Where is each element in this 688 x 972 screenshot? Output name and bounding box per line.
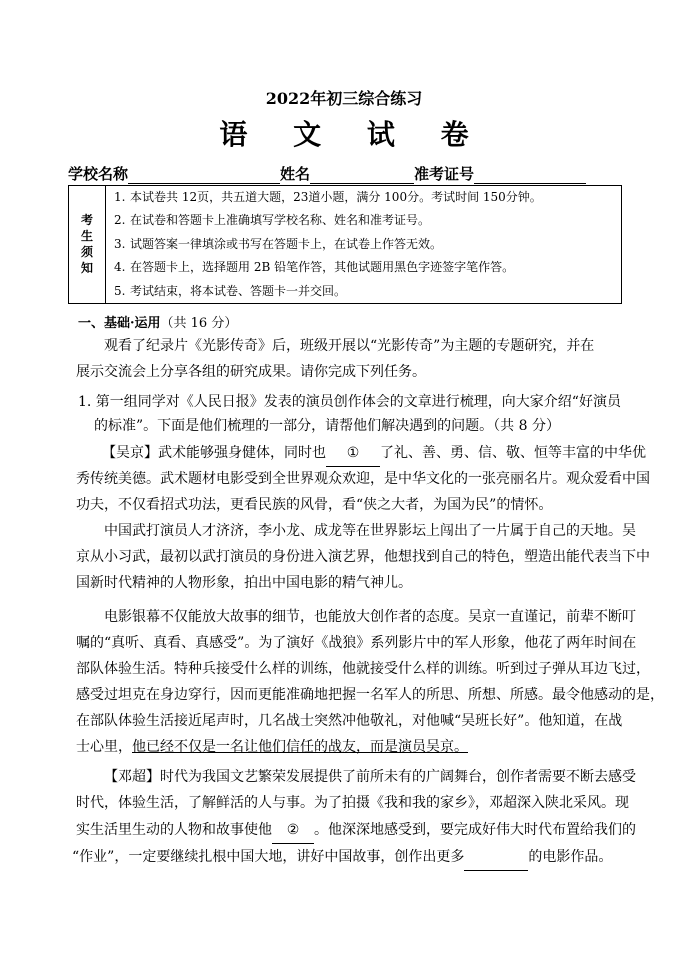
- notice-items: [106, 186, 622, 304]
- wujing-para-3-line-4: 感受过坦克在身边穿行，因而更能准确地把握一名军人的所思、所想、所感。最令他感动的是，: [76, 687, 664, 703]
- id-blank[interactable]: [474, 167, 586, 184]
- blank-2[interactable]: ②: [272, 817, 314, 844]
- wujing-para-3-line-5: 在部队体验生活接近尾声时，几名战士突然冲他敬礼，对他喊“吴班长好”。他知道，在战: [76, 713, 623, 729]
- wujing-para-2-line-2: 京从小习武，最初以武打演员的身份进入演艺界，他想找到自己的特色，塑造出能代表当下中: [76, 549, 650, 565]
- section-heading: 一、基础·运用（共 16 分）: [78, 316, 238, 331]
- student-info-line: [68, 163, 586, 184]
- notice-side-label: 考 生 须 知: [69, 186, 106, 304]
- underlined-sentence: 他已经不仅是一名让他们信任的战友，而是演员吴京。: [132, 739, 468, 755]
- intro-line-1: 观看了纪录片《光影传奇》后，班级开展以“光影传奇”为主题的专题研究，并在: [104, 338, 595, 354]
- blank-1[interactable]: ①: [326, 440, 380, 467]
- id-label: 准考证号: [414, 165, 475, 183]
- name-label: 姓名: [280, 165, 311, 183]
- wujing-para-3-line-6: 士心里，他已经不仅是一名让他们信任的战友，而是演员吴京。: [76, 739, 468, 755]
- wujing-para-3-line-1: 电影银幕不仅能放大故事的细节，也能放大创作者的态度。吴京一直谨记，前辈不断叮: [104, 609, 636, 625]
- dengchao-line-1: 【邓超】时代为我国文艺繁荣发展提供了前所未有的广阔舞台，创作者需要不断去感受: [104, 769, 636, 785]
- notice-item: 1. 本试卷共 12页，共五道大题，23道小题，满分 100分。考试时间 150分钟。: [114, 190, 542, 204]
- school-blank[interactable]: [128, 167, 280, 184]
- exam-title: 2022年初三综合练习: [265, 89, 423, 108]
- wujing-para-2-line-1: 中国武打演员人才济济，李小龙、成龙等在世界影坛上闯出了一片属于自己的天地。吴: [104, 523, 636, 539]
- wujing-para-1-line-2: 秀传统美德。武术题材电影受到全世界观众欢迎，是中华文化的一张亮丽名片。观众爱看中国: [76, 471, 650, 487]
- dengchao-line-4: “作业”，一定要继续扎根中国大地，讲好中国故事，创作出更多 的电影作品。: [72, 844, 612, 871]
- notice-item: 3. 试题答案一律填涂或书写在答题卡上，在试卷上作答无效。: [114, 236, 443, 251]
- exam-notice-table: [68, 185, 622, 304]
- wujing-para-2-line-3: 国新时代精神的人物形象，拍出中国电影的精气神儿。: [76, 575, 412, 591]
- wujing-para-1-line-3: 功夫，不仅看招式功法，更看民族的风骨，看“侠之大者，为国为民”的情怀。: [76, 497, 553, 513]
- wujing-para-3-line-3: 部队体验生活。特种兵接受什么样的训练，他就接受什么样的训练。听到过子弹从耳边飞过，: [76, 661, 650, 677]
- question-1-line-2: 的标准”。下面是他们梳理的一部分，请帮他们解决遇到的问题。（共 8 分）: [94, 418, 560, 434]
- notice-item: 5. 考试结束，将本试卷、答题卡一并交回。: [114, 283, 347, 298]
- subject-title: 语 文 试 卷: [219, 118, 487, 151]
- question-1-line-1: 1. 第一组同学对《人民日报》发表的演员创作体会的文章进行梳理，向大家介绍“好演员: [78, 394, 621, 410]
- notice-item: 4. 在答题卡上，选择题用 2B 铅笔作答，其他试题用黑色字迹签字笔作答。: [114, 260, 515, 275]
- school-label: 学校名称: [68, 165, 129, 183]
- notice-item: 2. 在试卷和答题卡上准确填写学校名称、姓名和准考证号。: [114, 213, 431, 228]
- wujing-para-1-line-1: 【吴京】武术能够强身健体，同时也 ① 了礼、善、勇、信、敬、恒等丰富的中华优: [102, 440, 646, 467]
- name-blank[interactable]: [310, 167, 414, 184]
- dengchao-line-2: 时代，体验生活，了解鲜活的人与事。为了拍摄《我和我的家乡》，邓超深入陕北采风。现: [76, 795, 629, 811]
- intro-line-2: 展示交流会上分享各组的研究成果。请你完成下列任务。: [76, 364, 426, 380]
- wujing-para-3-line-2: 嘱的“真听、真看、真感受”。为了演好《战狼》系列影片中的军人形象，他花了两年时间在: [76, 635, 637, 651]
- blank-3[interactable]: [464, 844, 528, 871]
- dengchao-line-3: 实生活里生动的人物和故事使他 ② 。他深深地感受到，要完成好伟大时代布置给我们的: [76, 817, 636, 844]
